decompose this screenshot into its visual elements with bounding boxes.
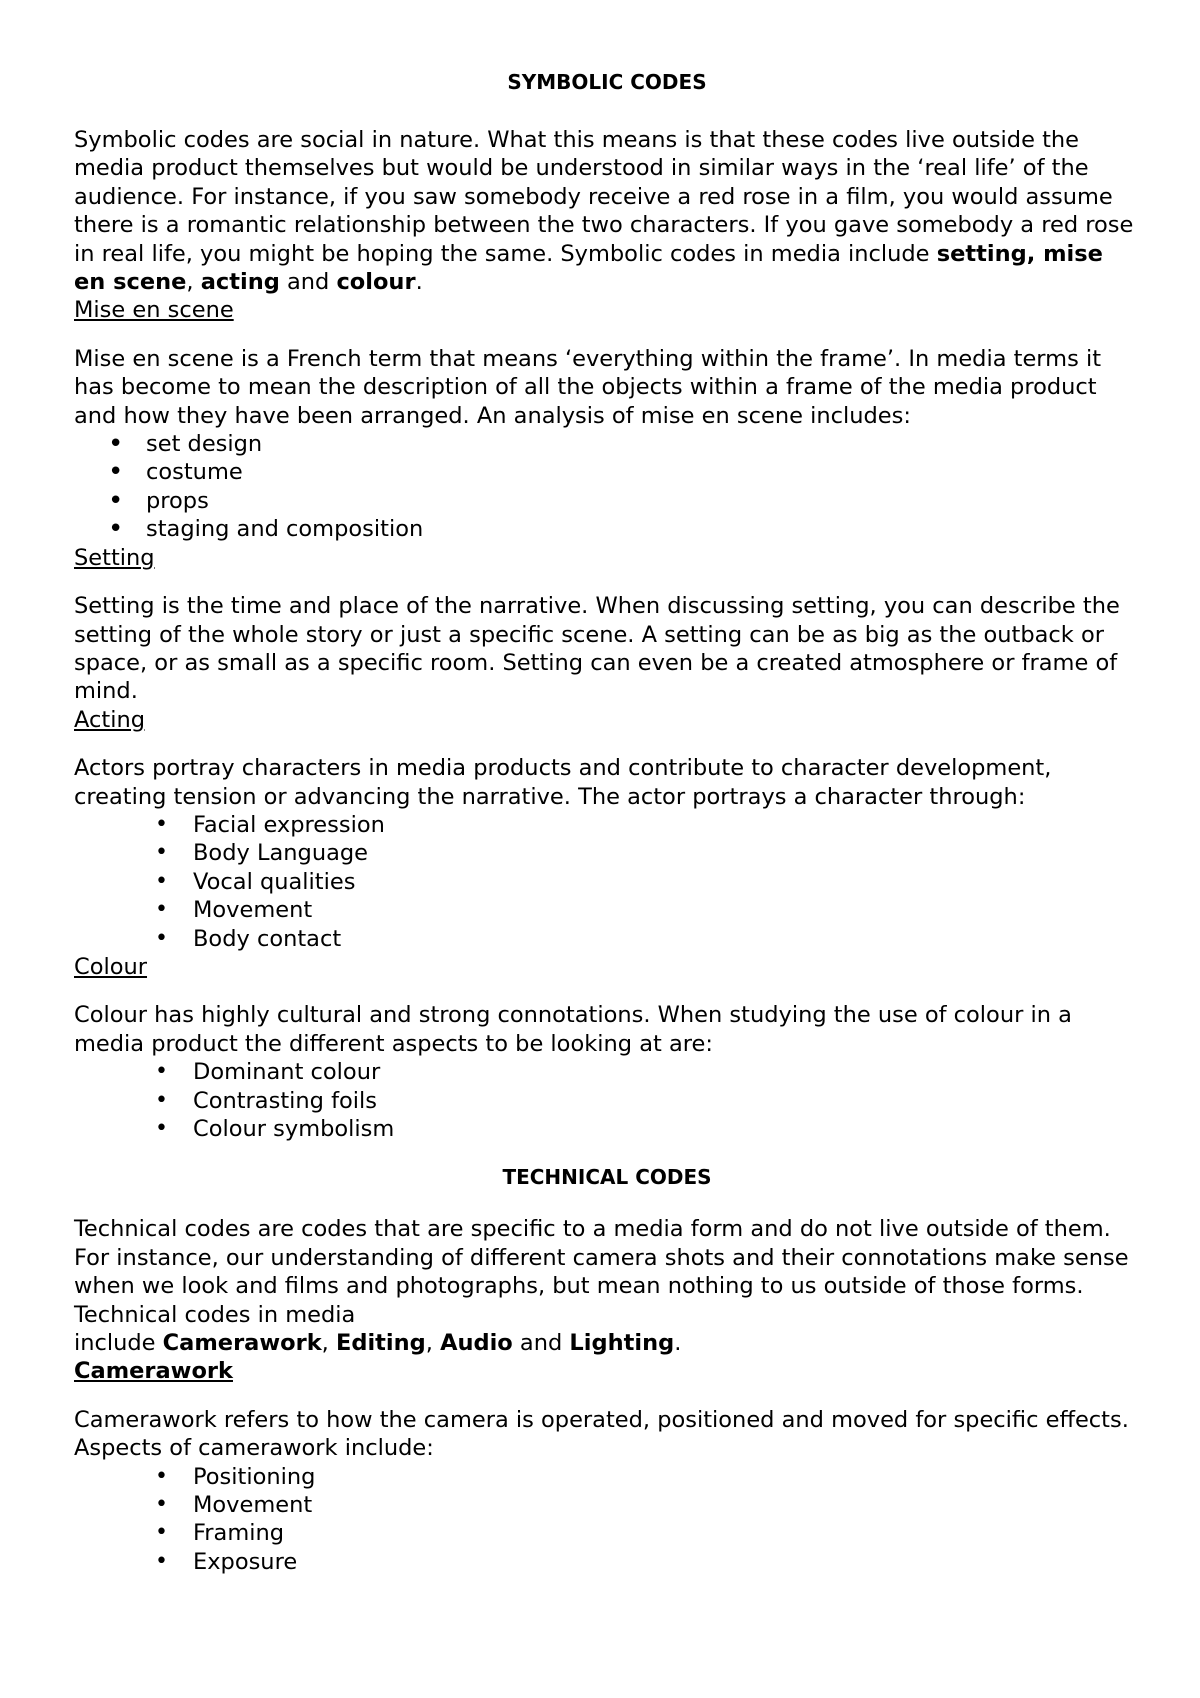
list-item: • Colour symbolism: [74, 1115, 1140, 1143]
setting-heading: Setting: [74, 544, 155, 571]
technical-codes-include: [74, 1329, 1140, 1357]
acting-text: Actors portray characters in media products and contribute to character development, creating tension or advancing the narrative. The actor portrays a character through:: [74, 755, 1052, 810]
list-item: • Facial expression: [74, 811, 1140, 839]
and-text: and: [512, 1330, 570, 1357]
list-item: • Contrasting foils: [74, 1087, 1140, 1115]
period: .: [674, 1330, 682, 1357]
colour-list: [74, 1058, 1140, 1143]
technical-codes-title: TECHNICAL CODES: [502, 1165, 712, 1190]
camerawork-list: [74, 1463, 1140, 1577]
list-item: • costume: [74, 458, 1140, 486]
symbolic-codes-intro: [74, 126, 1140, 296]
list-item: • staging and composition: [74, 515, 1140, 543]
bold-audio: Audio: [440, 1330, 513, 1357]
separator: ,: [425, 1330, 441, 1357]
intro-period: .: [415, 269, 423, 296]
acting-list: [74, 811, 1140, 953]
list-item: • Framing: [74, 1519, 1140, 1547]
list-item: • Positioning: [74, 1463, 1140, 1491]
include-text: include: [74, 1330, 163, 1357]
mise-en-scene-heading: Mise en scene: [74, 297, 234, 324]
bold-camerawork: Camerawork: [162, 1330, 322, 1357]
intro-text: Symbolic codes are social in nature. What this means is that these codes live outside the media product themselves but would be understood in similar ways in the ‘real life’ of the audience. For instance, if you saw somebody receive a red rose in a film, you would assume there is a romantic relationship between the two characters. If you gave somebody a red rose in real life, you might be hoping the same. Symbolic codes in media include: [74, 127, 1134, 267]
intro-bold-colour: colour: [336, 269, 416, 296]
separator: ,: [321, 1330, 336, 1357]
camerawork-text: Camerawork refers to how the camera is operated, positioned and moved for specific effects. Aspects of camerawork include:: [74, 1406, 1129, 1462]
list-item: • Vocal qualities: [74, 868, 1140, 896]
colour-text: Colour has highly cultural and strong connotations. When studying the use of colour in a media product the different aspects to be looking at are:: [74, 1002, 1072, 1057]
colour-heading: Colour: [74, 953, 148, 980]
list-item: • Exposure: [74, 1548, 1140, 1576]
intro-bold-acting: acting: [200, 269, 280, 296]
technical-codes-text: Technical codes are codes that are specific to a media form and do not live outside of them. For instance, our understanding of different camera shots and their connotations make sense when we look and films and photographs, but mean nothing to us outside of those forms. Technical codes in media: [74, 1216, 1129, 1328]
symbolic-codes-title: SYMBOLIC CODES: [507, 70, 707, 94]
camerawork-heading: Camerawork: [74, 1358, 233, 1385]
bold-lighting: Lighting: [569, 1330, 675, 1357]
intro-bold-setting: setting, mise en scene: [74, 240, 1103, 296]
list-item: • Body Language: [74, 839, 1140, 867]
list-item: • Movement: [74, 1491, 1140, 1519]
list-item: • props: [74, 487, 1140, 515]
mise-en-scene-list: [74, 430, 1140, 544]
list-item: • set design: [74, 430, 1140, 458]
mise-en-scene-text: Mise en scene is a French term that means ‘everything within the frame’. In media terms it has become to mean the description of all the objects within a frame of the media product and how they have been arranged. An analysis of mise en scene includes:: [74, 345, 1102, 429]
list-item: • Dominant colour: [74, 1058, 1140, 1086]
bold-editing: Editing: [335, 1330, 426, 1357]
acting-heading: Acting: [74, 706, 145, 733]
intro-and: and: [279, 269, 337, 296]
list-item: • Body contact: [74, 925, 1140, 953]
intro-separator: ,: [186, 269, 201, 296]
setting-text: Setting is the time and place of the narrative. When discussing setting, you can describe the setting of the whole story or just a specific scene. A setting can be as big as the outback or space, or as small as a specific room. Setting can even be a created atmosphere or frame of mind.: [74, 593, 1120, 705]
list-item: • Movement: [74, 896, 1140, 924]
